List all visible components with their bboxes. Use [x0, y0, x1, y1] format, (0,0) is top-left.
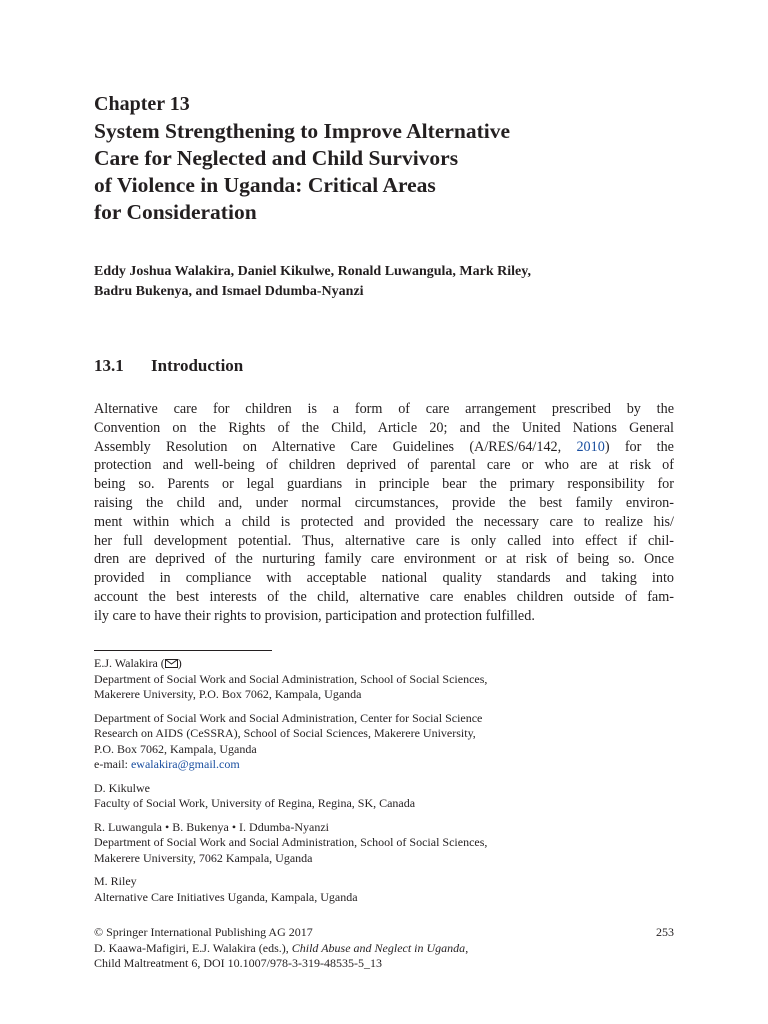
body-line: provided in compliance with acceptable national quality standards and taking into: [94, 570, 674, 587]
walakira-affiliation-2: [94, 711, 674, 773]
affiliation-line: Department of Social Work and Social Administration, Center for Social Science: [94, 710, 483, 725]
chapter-label: Chapter 13: [94, 93, 190, 115]
affiliation-line: P.O. Box 7062, Kampala, Uganda: [94, 741, 257, 756]
affiliation-footnotes: [94, 656, 674, 913]
walakira-affiliation: [94, 656, 674, 703]
body-line: Alternative care for children is a form of care arrangement prescribed by the: [94, 401, 674, 417]
chapter-title-line: for Consideration: [94, 200, 257, 224]
body-line: raising the child and, under normal circumstances, provide the best family environ-: [94, 494, 674, 511]
body-line: Convention on the Rights of the Child, Article 20; and the United Nations General: [94, 419, 674, 436]
author-line: Badru Bukenya, and Ismael Ddumba-Nyanzi: [94, 284, 364, 299]
chapter-title-line: of Violence in Uganda: Critical Areas: [94, 173, 436, 197]
copyright-line: © Springer International Publishing AG 2017: [94, 925, 313, 939]
affiliation-line: Makerere University, P.O. Box 7062, Kampala, Uganda: [94, 687, 362, 701]
body-line-text: ) for the: [604, 438, 674, 455]
citation-link[interactable]: 2010: [576, 438, 605, 455]
author-name: D. Kikulwe: [94, 780, 150, 795]
doi-line: Child Maltreatment 6, DOI 10.1007/978-3-319-48535-5_13: [94, 956, 382, 970]
chapter-title: [94, 118, 674, 226]
body-paragraph: [94, 400, 674, 626]
publication-info: [94, 925, 674, 972]
affiliation-line: Research on AIDS (CeSSRA), School of Social Sciences, Makerere University,: [94, 726, 476, 740]
book-title: Child Abuse and Neglect in Uganda: [291, 940, 466, 955]
section-title: Introduction: [151, 356, 244, 375]
section-number: 13.1: [94, 356, 124, 375]
book-page: [94, 0, 674, 1024]
author-line: Eddy Joshua Walakira, Daniel Kikulwe, Ronald Luwangula, Mark Riley,: [94, 264, 531, 279]
kikulwe-affiliation: [94, 781, 674, 812]
riley-affiliation: [94, 874, 674, 905]
body-line: dren are deprived of the nurturing family care environment or at risk of being so. Once: [94, 551, 674, 568]
author-name: E.J. Walakira ( ): [94, 656, 182, 670]
affiliation-line: Makerere University, 7062 Kampala, Uganda: [94, 850, 313, 865]
affiliation-line: Faculty of Social Work, University of Regina, Regina, SK, Canada: [94, 796, 416, 810]
affiliation-line: Department of Social Work and Social Administration, School of Social Sciences,: [94, 671, 488, 686]
chapter-title-line: System Strengthening to Improve Alternative: [94, 119, 511, 143]
body-line: [94, 438, 674, 457]
affiliation-line: Department of Social Work and Social Administration, School of Social Sciences,: [94, 835, 488, 849]
author-list: [94, 262, 674, 302]
body-line: protection and well-being of children deprived of parental care or who are at risk of: [94, 457, 674, 474]
email-link[interactable]: ewalakira@gmail.com: [130, 757, 240, 771]
footnote-divider: [94, 650, 272, 651]
author-name: M. Riley: [94, 874, 137, 888]
body-line: her full development potential. Thus, alternative care is only called into effect if chil-: [94, 532, 674, 549]
body-line: ment within which a child is protected and provided the necessary care to realize his/: [94, 513, 674, 530]
section-heading: [94, 355, 243, 377]
body-line: account the best interests of the child, alternative care enables children outside of fam-: [94, 588, 674, 605]
body-line-text: Assembly Resolution on Alternative Care Guidelines (A/RES/64/142,: [94, 438, 577, 455]
chapter-title-line: Care for Neglected and Child Survivors: [94, 146, 459, 170]
body-line: ily care to have their rights to provision, participation and protection fulfilled.: [94, 607, 535, 624]
email-line: e-mail: ewalakira@gmail.com: [94, 757, 240, 771]
body-line: being so. Parents or legal guardians in principle bear the primary responsibility for: [94, 476, 674, 493]
page-number: 253: [656, 925, 674, 939]
envelope-icon: [165, 657, 178, 666]
author-name: R. Luwangula • B. Bukenya • I. Ddumba-Nyanzi: [94, 819, 330, 834]
luwangula-group-affiliation: [94, 820, 674, 867]
book-citation-line: D. Kaawa-Mafigiri, E.J. Walakira (eds.), Child Abuse and Neglect in Uganda,: [94, 940, 469, 955]
affiliation-line: Alternative Care Initiatives Uganda, Kampala, Uganda: [94, 889, 358, 904]
